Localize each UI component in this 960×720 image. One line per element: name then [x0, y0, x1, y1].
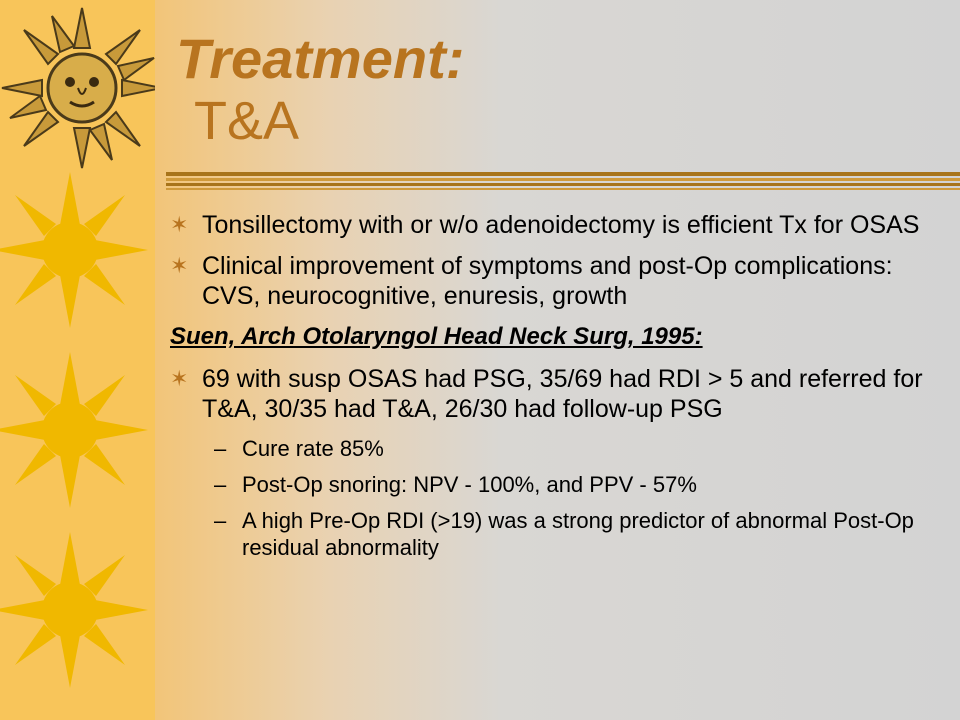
sub-bullet-item	[170, 471, 940, 498]
bullet-text: 69 with susp OSAS had PSG, 35/69 had RDI > 5 and referred for T&A, 30/35 had T&A, 26/30 had follow-up PSG	[202, 365, 923, 423]
bullet-item	[170, 251, 940, 311]
sub-bullet-text: Cure rate 85%	[242, 436, 384, 461]
slide-title	[176, 28, 464, 152]
title-sub: T&A	[194, 91, 300, 151]
dash-bullet: –	[214, 472, 227, 497]
sun-decoration	[0, 0, 155, 720]
dash-bullet: –	[214, 508, 227, 533]
star-bullet-icon: ✶	[170, 253, 189, 278]
title-main: Treatment:	[176, 27, 465, 90]
slide-body	[170, 210, 940, 570]
bullet-text: Tonsillectomy with or w/o adenoidectomy is efficient Tx for OSAS	[202, 211, 920, 239]
sun-icon	[0, 532, 148, 688]
reference-citation: Suen, Arch Otolaryngol Head Neck Surg, 1995:	[170, 323, 703, 350]
star-bullet-icon: ✶	[170, 212, 189, 237]
dash-bullet: –	[214, 436, 227, 461]
sub-bullet-item	[170, 435, 940, 462]
sun-sidebar	[0, 0, 155, 720]
sun-face-icon	[2, 8, 155, 168]
title-divider	[166, 170, 960, 192]
bullet-item	[170, 210, 940, 240]
sub-bullet-text: A high Pre-Op RDI (>19) was a strong predictor of abnormal Post-Op residual abnormality	[242, 508, 914, 560]
bullet-item	[170, 364, 940, 424]
sub-bullet-item	[170, 507, 940, 561]
bullet-text: Clinical improvement of symptoms and post-Op complications: CVS, neurocognitive, enuresis, growth	[202, 252, 893, 310]
star-bullet-icon: ✶	[170, 366, 189, 391]
sun-icon	[0, 352, 148, 508]
sub-bullet-text: Post-Op snoring: NPV - 100%, and PPV - 57%	[242, 472, 697, 497]
sun-icon	[0, 172, 148, 328]
